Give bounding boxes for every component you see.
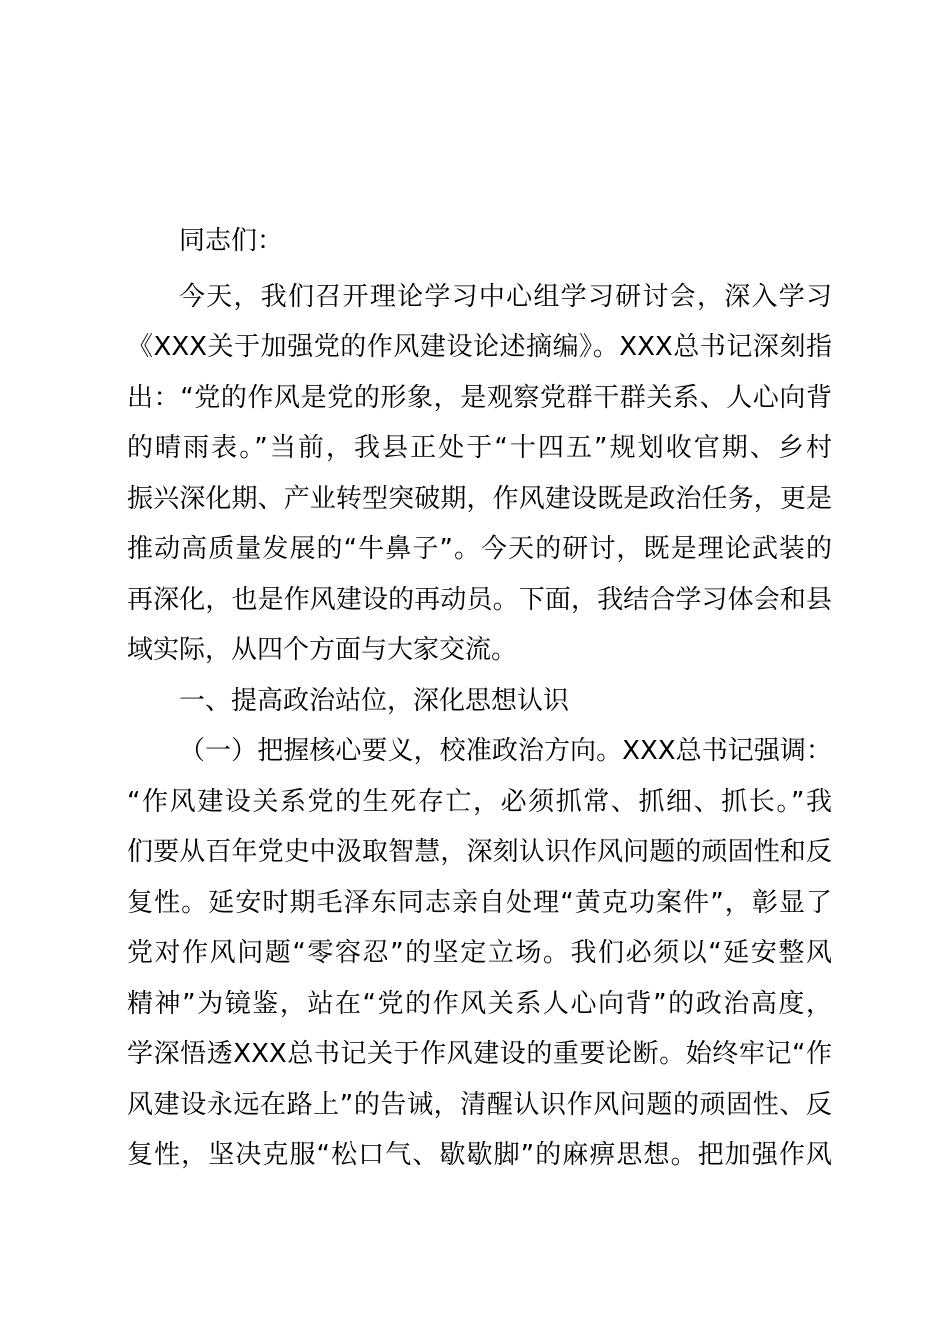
salutation: 同志们： [179, 226, 284, 256]
paragraph-line: 学深悟透XXX总书记关于作风建设的重要论断。始终牢记“作 [127, 1039, 832, 1069]
paragraph-line: 今天，我们召开理论学习中心组学习研讨会，深入学习 [179, 282, 832, 312]
paragraph-line: 风建设永远在路上”的告诫，清醒认识作风问题的顽固性、反 [127, 1090, 832, 1120]
paragraph-line: 精神”为镜鉴，站在“党的作风关系人心向背”的政治高度， [127, 989, 832, 1019]
paragraph-line: 推动高质量发展的“牛鼻子”。今天的研讨，既是理论武装的 [127, 534, 832, 564]
paragraph-line: 们要从百年党史中汲取智慧，深刻认识作风问题的顽固性和反 [127, 837, 832, 867]
paragraph-line: “作风建设关系党的生死存亡，必须抓常、抓细、抓长。”我 [127, 787, 832, 817]
paragraph-line: 再深化，也是作风建设的再动员。下面，我结合学习体会和县 [127, 585, 832, 615]
paragraph-line: 《XXX关于加强党的作风建设论述摘编》。XXX总书记深刻指 [127, 332, 832, 362]
paragraph-line: 的晴雨表。”当前，我县正处于“十四五”规划收官期、乡村 [127, 433, 832, 463]
paragraph-line: 复性，坚决克服“松口气、歇歇脚”的麻痹思想。把加强作风 [127, 1140, 832, 1170]
paragraph-line: 党对作风问题“零容忍”的坚定立场。我们必须以“延安整风 [127, 938, 832, 968]
paragraph-line: 出：“党的作风是党的形象，是观察党群干群关系、人心向背 [127, 383, 832, 413]
paragraph-line: 域实际，从四个方面与大家交流。 [127, 635, 518, 665]
paragraph-line: 振兴深化期、产业转型突破期，作风建设既是政治任务，更是 [127, 484, 832, 514]
paragraph-line: 复性。延安时期毛泽东同志亲自处理“黄克功案件”，彰显了 [127, 888, 832, 918]
paragraph-line: （一）把握核心要义，校准政治方向。XXX总书记强调： [179, 736, 832, 766]
section-heading: 一、提高政治站位，深化思想认识 [179, 686, 570, 716]
